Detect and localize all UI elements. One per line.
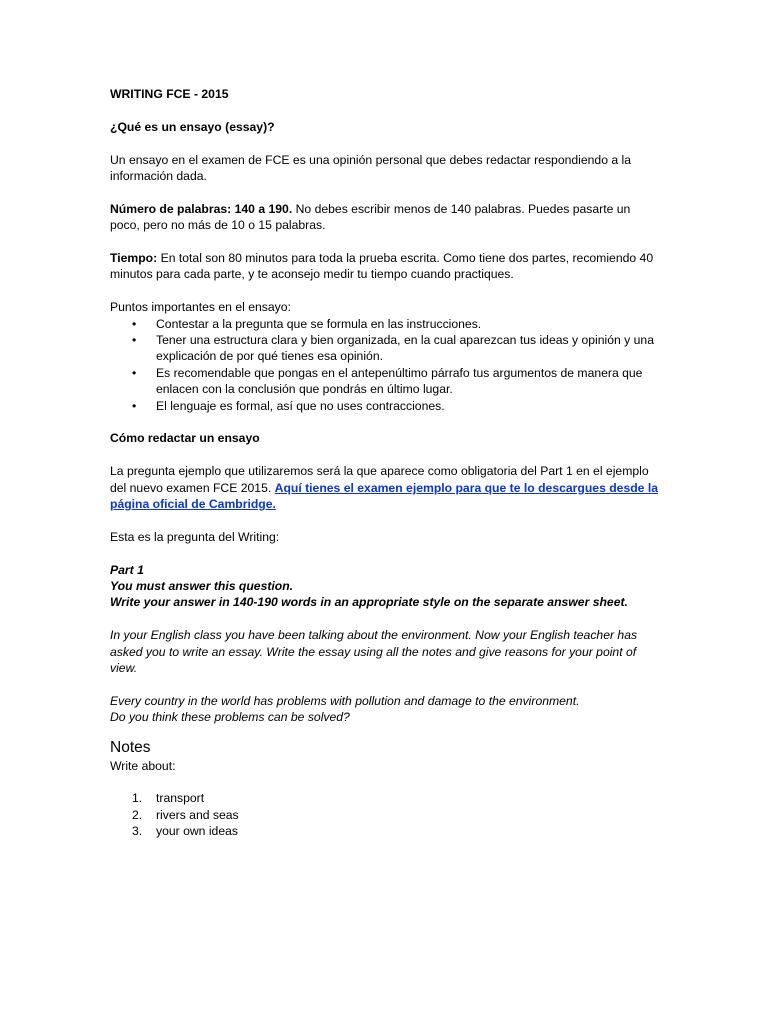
list-item: 2. rivers and seas [132,807,239,822]
class-paragraph: In your English class you have been talking about the environment. Now your English teacher has asked you to write an essay. Write the essay using all the notes and give reasons for your point of view. [110,628,638,676]
palabras-label: Número de palabras: 140 a 190. [110,201,293,216]
intro-paragraph: Un ensayo en el examen de FCE es una opinión personal que debes redactar respondiendo a la información dada. [110,152,632,183]
bullet-icon: • [132,398,137,413]
every-line: Every country in the world has problems with pollution and damage to the environment. [110,693,580,708]
part-write: Write your answer in 140-190 words in an appropriate style on the separate answer sheet. [110,595,628,610]
como-text: La pregunta ejemplo que utilizaremos será la que aparece como obligatoria del Part 1 en el ejemplo del nuevo examen FCE 2015. [110,464,649,495]
list-item: 1. transport [132,791,205,806]
notes-list [110,790,660,839]
doyou-line: Do you think these problems can be solved? [110,710,350,725]
palabras-text: No debes escribir menos de 140 palabras. Puedes pasarte un poco, pero no más de 10 o 15 palabras. [110,201,631,233]
document-page [110,86,660,840]
bullet-icon: • [132,333,137,348]
puntos-list [110,316,660,414]
question-heading: ¿Qué es un ensayo (essay)? [110,119,275,134]
tiempo-label: Tiempo: [110,251,158,265]
list-item: • Es recomendable que pongas en el antepenúltimo párrafo tus argumentos de manera que enlacen con la conclusión que pondrás en último lugar. [132,365,643,397]
palabras-paragraph [110,201,660,234]
como-paragraph [110,463,660,512]
como-heading: Cómo redactar un ensayo [110,431,260,446]
part-must: You must answer this question. [110,579,294,594]
list-item: • Tener una estructura clara y bien organizada, en la cual aparezcan tus ideas y opinión y una explicación de por qué tienes esa opinión. [132,333,654,364]
cambridge-download-link[interactable]: Aquí tienes el examen ejemplo para que te lo descargues desde la página oficial de Cambridge. [110,480,659,512]
write-about: Write about: [110,758,176,773]
document-title: WRITING FCE - 2015 [110,87,229,101]
list-item: • El lenguaje es formal, así que no uses contracciones. [132,398,445,413]
tiempo-text: En total son 80 minutos para toda la prueba escrita. Como tiene dos partes, recomiendo 40 minutos para cada parte, y te aconsejo medir tu tiempo cuando practiques. [110,251,654,282]
bullet-icon: • [132,316,137,331]
puntos-heading: Puntos importantes en el ensayo: [110,300,291,315]
list-item: 3. your own ideas [132,824,238,839]
bullet-icon: • [132,365,137,380]
esta-paragraph: Esta es la pregunta del Writing: [110,529,280,544]
notes-heading: Notes [110,738,151,756]
list-item: • Contestar a la pregunta que se formula en las instrucciones. [132,316,482,331]
part-label: Part 1 [110,562,144,577]
tiempo-paragraph [110,250,660,283]
